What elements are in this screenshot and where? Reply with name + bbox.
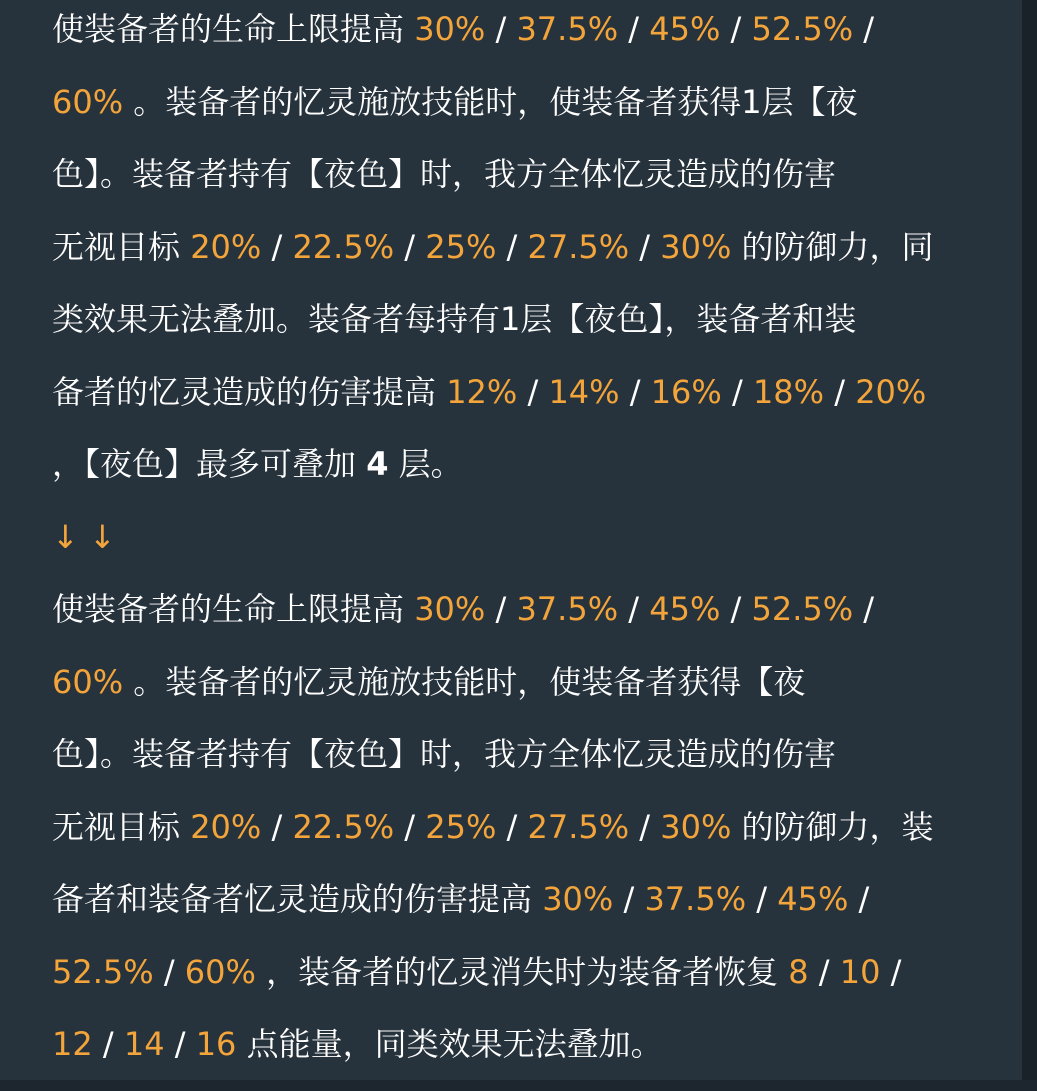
value: 37.5% (516, 590, 619, 628)
skill-description-after (52, 583, 1022, 1091)
text: 使装备者的生命上限提高 (52, 590, 415, 628)
separator: / (720, 590, 752, 628)
separator: / (619, 372, 651, 411)
separator: / (629, 807, 661, 846)
separator: / (164, 1025, 196, 1063)
value: 20% (190, 227, 262, 266)
text-line (52, 76, 1022, 149)
text-line (52, 148, 1022, 221)
value: 30% (660, 227, 732, 266)
text: ，【夜色】最多可叠加 (52, 445, 367, 483)
text-line (52, 293, 1022, 366)
text: 。装备者的忆灵施放技能时，使装备者获得【夜 (123, 662, 806, 701)
skill-description-before (52, 3, 1022, 511)
energy-value: 10 (839, 952, 881, 991)
text-line (52, 583, 1022, 656)
separator: / (496, 227, 528, 266)
text: 备者和装备者忆灵造成的伤害提高 (52, 880, 543, 918)
separator: / (720, 10, 752, 48)
value: 60% (52, 82, 124, 121)
text: 无视目标 (52, 807, 191, 846)
text: 的防御力，同 (731, 227, 934, 266)
separator: / (848, 880, 870, 918)
separator: / (92, 1025, 124, 1063)
value: 45% (649, 10, 721, 48)
separator: / (880, 952, 902, 991)
text: 无视目标 (52, 227, 191, 266)
separator: / (824, 372, 856, 411)
separator: / (394, 227, 426, 266)
value: 52.5% (751, 590, 854, 628)
value: 16% (650, 372, 722, 411)
energy-value: 16 (195, 1025, 237, 1063)
separator: / (517, 372, 549, 411)
value: 22.5% (292, 807, 395, 846)
value: 25% (425, 807, 497, 846)
separator: / (394, 807, 426, 846)
text: 类效果无法叠加。装备者每持有1层【夜色】，装备者和装 (52, 300, 857, 338)
text: 使装备者的生命上限提高 (52, 10, 415, 48)
value: 60% (52, 662, 124, 701)
energy-value: 12 (52, 1025, 93, 1063)
text-line (52, 728, 1022, 801)
value: 60% (184, 952, 256, 991)
separator: / (261, 807, 293, 846)
value: 12% (446, 372, 518, 411)
value: 27.5% (527, 227, 630, 266)
separator: / (746, 880, 778, 918)
value: 18% (752, 372, 825, 411)
value: 37.5% (644, 880, 747, 918)
value: 45% (649, 590, 721, 628)
text-line (52, 221, 1022, 294)
separator: / (629, 227, 661, 266)
separator: / (485, 590, 517, 628)
energy-value: 8 (788, 952, 809, 991)
text: 色】。装备者持有【夜色】时，我方全体忆灵造成的伤害 (52, 735, 837, 773)
text-line (52, 801, 1022, 874)
value: 30% (414, 10, 486, 48)
value: 45% (777, 880, 849, 918)
value: 22.5% (292, 227, 395, 266)
text: 层。 (388, 445, 463, 483)
value: 52.5% (52, 952, 154, 991)
text-line (52, 438, 1022, 511)
separator: / (485, 10, 517, 48)
separator: / (808, 952, 840, 991)
text-line (52, 946, 1022, 1019)
text-line (52, 656, 1022, 729)
text-line (52, 873, 1022, 946)
separator: / (618, 590, 650, 628)
value: 30% (542, 880, 614, 918)
separator: / (853, 590, 875, 628)
text: ，装备者的忆灵消失时为装备者恢复 (255, 952, 789, 991)
text: 备者的忆灵造成的伤害提高 (52, 372, 447, 411)
text: 点能量，同类效果无法叠加。 (236, 1025, 663, 1063)
separator: / (613, 880, 645, 918)
value: 25% (425, 227, 497, 266)
stack-count: 4 (366, 445, 389, 483)
separator: / (496, 807, 528, 846)
value: 20% (855, 372, 927, 411)
separator: / (618, 10, 650, 48)
text: 的防御力，装 (731, 807, 934, 846)
separator: / (721, 372, 753, 411)
down-arrows-icon: ↓ ↓ (52, 517, 116, 556)
text: 。装备者的忆灵施放技能时，使装备者获得1层【夜 (123, 82, 858, 121)
separator: / (261, 227, 293, 266)
separator: / (153, 952, 185, 991)
value: 14% (548, 372, 620, 411)
text-line (52, 366, 1022, 439)
separator: / (853, 10, 875, 48)
text-line (52, 3, 1022, 76)
value: 30% (660, 807, 732, 846)
text: 色】。装备者持有【夜色】时，我方全体忆灵造成的伤害 (52, 155, 837, 193)
value: 37.5% (516, 10, 619, 48)
value: 30% (414, 590, 486, 628)
value: 52.5% (751, 10, 854, 48)
energy-value: 14 (123, 1025, 165, 1063)
value: 27.5% (527, 807, 630, 846)
value: 20% (190, 807, 262, 846)
scrollbar[interactable] (1022, 0, 1037, 1080)
